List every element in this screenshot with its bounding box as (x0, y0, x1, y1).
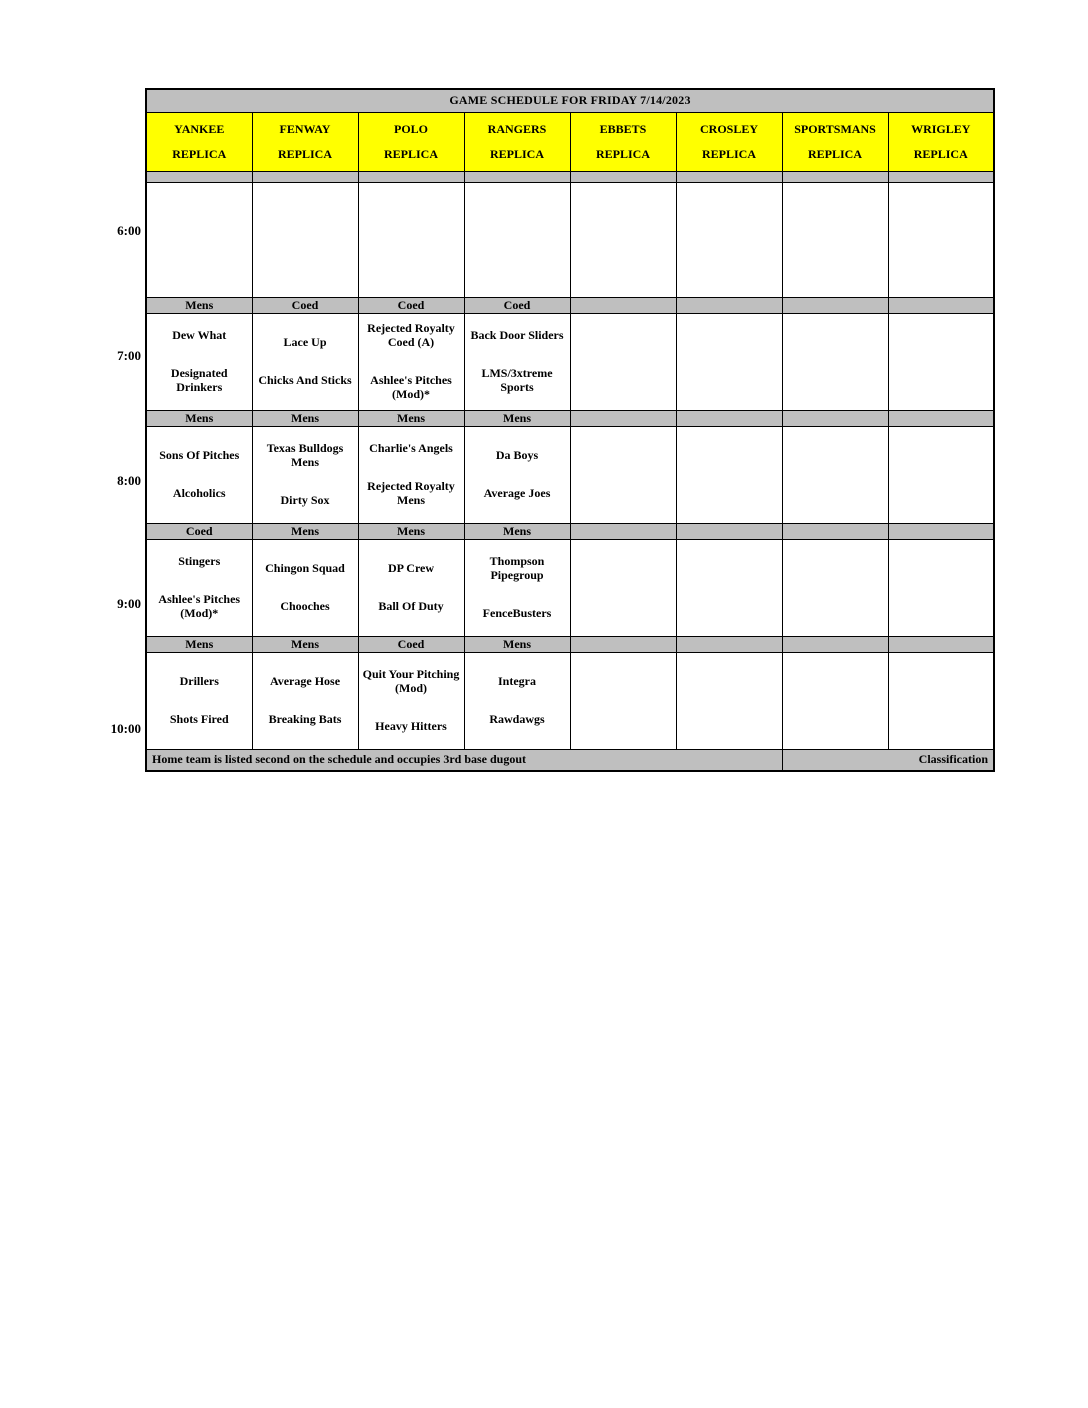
field-header-crosley (676, 113, 782, 172)
game-cell (146, 427, 252, 524)
home-team: Dirty Sox (280, 492, 330, 507)
classification-cell (782, 524, 888, 540)
classification-cell (676, 298, 782, 314)
classification-row-10 (146, 637, 994, 653)
home-team: Heavy Hitters (375, 718, 447, 733)
home-team: Alcoholics (172, 486, 226, 500)
classification-cell (676, 172, 782, 183)
classification-cell: Mens (146, 411, 252, 427)
classification-cell: Mens (358, 411, 464, 427)
home-team (783, 578, 888, 600)
classification-cell: Coed (464, 298, 570, 314)
game-cell (782, 314, 888, 411)
game-cell (782, 540, 888, 637)
home-team (783, 691, 888, 713)
field-name-line1: SPORTSMANS (794, 121, 876, 136)
classification-cell (782, 637, 888, 653)
classification-cell (146, 172, 252, 183)
home-team: Rejected Royalty Mens (367, 479, 455, 507)
footer-row (146, 750, 994, 772)
game-cell (252, 540, 358, 637)
away-team: Dew What (172, 328, 227, 343)
classification-row-8 (146, 411, 994, 427)
field-name-line2: REPLICA (807, 146, 862, 161)
home-team (677, 352, 782, 374)
away-team: DP Crew (387, 561, 435, 576)
away-team: Rejected Royalty Coed (A) (367, 321, 455, 350)
game-cell (888, 653, 994, 750)
home-team (783, 230, 888, 252)
game-cell (252, 183, 358, 298)
game-cell (146, 653, 252, 750)
classification-cell: Mens (464, 524, 570, 540)
away-team: Back Door Sliders (470, 328, 564, 343)
game-cell (570, 653, 676, 750)
field-name-line2: REPLICA (913, 146, 968, 161)
home-team (889, 230, 994, 252)
classification-cell: Mens (464, 411, 570, 427)
classification-cell: Coed (358, 298, 464, 314)
field-header-ebbets (570, 113, 676, 172)
classification-cell (888, 172, 994, 183)
classification-cell (782, 411, 888, 427)
game-cell (570, 314, 676, 411)
field-name-line2: REPLICA (172, 146, 227, 161)
field-name-line1: POLO (393, 121, 428, 136)
game-cell (358, 653, 464, 750)
classification-cell: Mens (146, 637, 252, 653)
game-cell (252, 427, 358, 524)
game-cell (676, 183, 782, 298)
home-team: Chooches (280, 599, 330, 613)
away-team: Integra (498, 674, 536, 689)
classification-row-7 (146, 298, 994, 314)
field-name-line1: FENWAY (279, 121, 331, 136)
away-team: Average Hose (269, 674, 341, 689)
field-name-line1: EBBETS (599, 121, 647, 136)
game-cell (782, 427, 888, 524)
home-team (465, 230, 570, 252)
home-team (571, 352, 676, 374)
game-row-8 (146, 427, 994, 524)
game-row-9 (146, 540, 994, 637)
home-team (571, 691, 676, 713)
home-team (253, 230, 358, 252)
classification-cell (570, 172, 676, 183)
game-cell (358, 314, 464, 411)
home-team (571, 230, 676, 252)
home-team (571, 578, 676, 600)
game-cell (464, 540, 570, 637)
game-cell (888, 314, 994, 411)
away-team: Quit Your Pitching (Mod) (362, 667, 460, 696)
home-team: Shots Fired (169, 712, 229, 726)
home-team (147, 230, 252, 252)
classification-cell (782, 298, 888, 314)
home-team: Rawdawgs (489, 712, 545, 726)
field-name-line2: REPLICA (595, 146, 650, 161)
field-name-line2: REPLICA (701, 146, 756, 161)
classification-cell (358, 172, 464, 183)
game-row-10 (146, 653, 994, 750)
field-header-wrigley (888, 113, 994, 172)
classification-row-9 (146, 524, 994, 540)
time-label-7: 7:00 (117, 348, 141, 363)
classification-cell (888, 524, 994, 540)
away-team: Charlie's Angels (369, 441, 453, 456)
home-team: FenceBusters (482, 605, 552, 620)
away-team: Stingers (178, 554, 221, 569)
classification-cell (570, 411, 676, 427)
game-row-6 (146, 183, 994, 298)
time-label-6: 6:00 (117, 223, 141, 238)
footer-note: Home team is listed second on the schedule and occupies 3rd base dugout (146, 750, 782, 772)
game-cell (570, 183, 676, 298)
field-header-row (146, 113, 994, 172)
away-team: Chingon Squad (265, 561, 345, 576)
home-team (783, 465, 888, 487)
classification-cell: Mens (146, 298, 252, 314)
game-cell (464, 653, 570, 750)
classification-row-6 (146, 172, 994, 183)
away-team: Da Boys (495, 448, 539, 463)
home-team (889, 352, 994, 374)
home-team (783, 352, 888, 374)
classification-cell (570, 298, 676, 314)
home-team (359, 230, 464, 252)
home-team: Ball Of Duty (378, 599, 444, 613)
game-cell (252, 314, 358, 411)
away-team: Sons Of Pitches (159, 448, 240, 463)
field-name-line2: REPLICA (383, 146, 438, 161)
home-team (889, 578, 994, 600)
schedule-title-row (146, 89, 994, 113)
game-schedule-table (145, 88, 995, 772)
away-team: Drillers (179, 674, 219, 689)
game-cell (570, 427, 676, 524)
schedule-container (95, 88, 995, 772)
classification-cell (676, 411, 782, 427)
classification-cell (676, 637, 782, 653)
game-cell (358, 183, 464, 298)
game-cell (146, 540, 252, 637)
time-label-9: 9:00 (117, 596, 141, 611)
game-cell (676, 314, 782, 411)
classification-cell (888, 637, 994, 653)
home-team (571, 465, 676, 487)
field-header-polo (358, 113, 464, 172)
classification-cell: Coed (358, 637, 464, 653)
home-team: Breaking Bats (268, 712, 342, 726)
schedule-title: GAME SCHEDULE FOR FRIDAY 7/14/2023 (146, 89, 994, 113)
game-cell (888, 540, 994, 637)
classification-cell (570, 524, 676, 540)
classification-cell (252, 172, 358, 183)
field-header-rangers (464, 113, 570, 172)
field-header-fenway (252, 113, 358, 172)
classification-cell (782, 172, 888, 183)
classification-cell: Coed (146, 524, 252, 540)
game-cell (146, 314, 252, 411)
home-team: Chicks And Sticks (258, 373, 352, 387)
classification-cell (888, 411, 994, 427)
home-team: Average Joes (483, 486, 551, 500)
time-label-10: 10:00 (110, 721, 141, 736)
game-cell (464, 183, 570, 298)
classification-cell (464, 172, 570, 183)
home-team (677, 230, 782, 252)
away-team: Lace Up (283, 335, 327, 350)
game-cell (358, 427, 464, 524)
game-cell (676, 427, 782, 524)
away-team: Texas Bulldogs Mens (266, 441, 344, 470)
away-team: Thompson Pipegroup (489, 554, 545, 583)
field-name-line2: REPLICA (489, 146, 544, 161)
classification-cell (888, 298, 994, 314)
game-cell (782, 653, 888, 750)
game-cell (146, 183, 252, 298)
game-cell (252, 653, 358, 750)
home-team: Ashlee's Pitches (Mod)* (370, 373, 452, 401)
home-team (889, 691, 994, 713)
classification-cell (676, 524, 782, 540)
home-team: LMS/3xtreme Sports (481, 366, 553, 394)
game-cell (676, 653, 782, 750)
time-label-8: 8:00 (117, 473, 141, 488)
field-name-line1: RANGERS (487, 121, 547, 136)
game-cell (782, 183, 888, 298)
home-team (677, 465, 782, 487)
game-cell (888, 183, 994, 298)
game-row-7 (146, 314, 994, 411)
home-team (677, 691, 782, 713)
classification-cell: Mens (464, 637, 570, 653)
footer-classification-label: Classification (782, 750, 994, 772)
game-cell (676, 540, 782, 637)
classification-cell (570, 637, 676, 653)
classification-cell: Mens (252, 524, 358, 540)
home-team: Ashlee's Pitches (Mod)* (158, 592, 241, 620)
field-name-line2: REPLICA (277, 146, 332, 161)
game-cell (464, 314, 570, 411)
game-cell (570, 540, 676, 637)
home-team: Designated Drinkers (170, 366, 228, 394)
home-team (677, 578, 782, 600)
field-name-line1: WRIGLEY (911, 121, 971, 136)
field-header-yankee (146, 113, 252, 172)
game-cell (888, 427, 994, 524)
classification-cell: Coed (252, 298, 358, 314)
field-header-sportsmans (782, 113, 888, 172)
field-name-line1: CROSLEY (699, 121, 758, 136)
field-name-line1: YANKEE (174, 121, 225, 136)
classification-cell: Mens (358, 524, 464, 540)
classification-cell: Mens (252, 637, 358, 653)
classification-cell: Mens (252, 411, 358, 427)
home-team (889, 465, 994, 487)
game-cell (464, 427, 570, 524)
game-cell (358, 540, 464, 637)
